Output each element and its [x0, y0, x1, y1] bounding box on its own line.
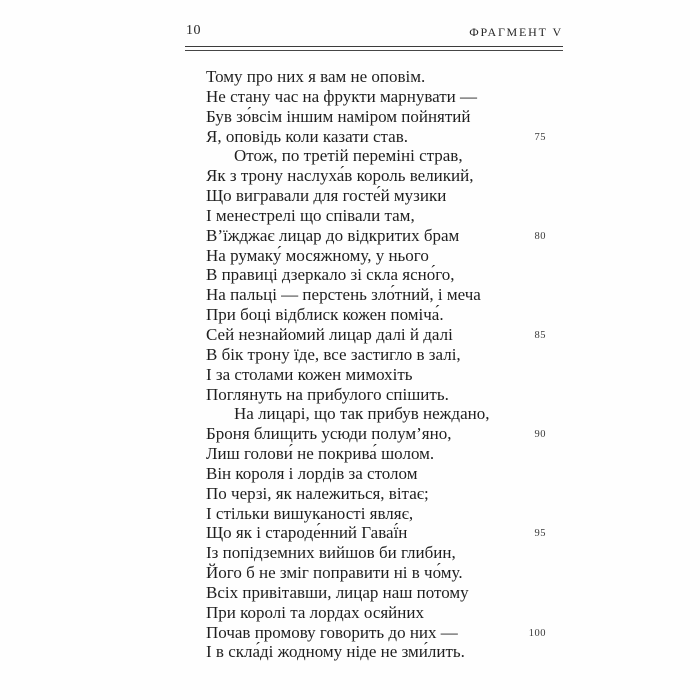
- poem-line: [206, 186, 546, 206]
- poem-line-text: Що як і староде́нний Гаваї́н: [206, 523, 408, 543]
- poem-line: [206, 246, 546, 266]
- poem-line: [206, 166, 546, 186]
- poem-line-text: На румаку́ мосяжному, у нього: [206, 245, 429, 265]
- poem-line-text: Як з трону наслуха́в король великий,: [206, 166, 474, 186]
- page-header: [185, 23, 563, 41]
- poem-line-text: По черзі, як належиться, вітає;: [206, 483, 429, 503]
- poem-line-text: При боці відблиск кожен поміча́.: [206, 305, 444, 325]
- line-number: 90: [534, 429, 546, 441]
- poem-line: [206, 67, 546, 87]
- poem-line: [206, 265, 546, 285]
- poem-line: [206, 305, 546, 325]
- poem-line: [206, 504, 546, 524]
- poem-line-text: Сей незнайомий лицар далі й далі: [206, 324, 453, 344]
- line-number: 80: [534, 230, 546, 242]
- poem-line: [206, 563, 546, 583]
- poem-line-text: Отож, по третій переміні страв,: [234, 146, 463, 166]
- poem-line: [206, 146, 546, 166]
- poem-line-text: Я, оповідь коли казати став.: [206, 126, 408, 146]
- poem-line: [206, 365, 546, 385]
- poem-line: [206, 424, 546, 444]
- poem-line: [206, 404, 546, 424]
- poem-line-text: Лиш голови́ не покрива́ шолом.: [206, 444, 435, 464]
- poem-line-text: В’їжджає лицар до відкритих брам: [206, 225, 460, 245]
- line-number: 85: [534, 329, 546, 341]
- poem-line: [206, 285, 546, 305]
- poem-line: [206, 206, 546, 226]
- poem-line-text: При королі та лордах осяйних: [206, 602, 424, 622]
- poem-line: [206, 325, 546, 345]
- line-number: 95: [534, 528, 546, 540]
- line-number: 75: [534, 131, 546, 143]
- poem-body: [206, 67, 546, 662]
- poem-line-text: І стільки вишуканості являє,: [206, 503, 414, 523]
- poem-line-text: На пальці — перстень зло́тний, і меча: [206, 285, 481, 305]
- poem-line: [206, 583, 546, 603]
- poem-line-text: Він короля і лордів за столом: [206, 463, 418, 483]
- poem-line-text: Почав промову говорить до них —: [206, 622, 458, 642]
- poem-line-text: І в скла́ді жодному ніде не зми́лить.: [206, 642, 465, 662]
- folio-number: 10: [186, 23, 201, 38]
- poem-line-text: Всіх привітавши, лицар наш потому: [206, 582, 469, 602]
- poem-line-text: Броня блищить усюди полум’яно,: [206, 424, 452, 444]
- poem-line: [206, 444, 546, 464]
- poem-line-text: Був зо́всім іншим наміром пойнятий: [206, 106, 471, 126]
- running-head: ФРАГМЕНТ V: [469, 25, 563, 39]
- poem-line-text: Не стану час на фрукти марнувати —: [206, 86, 478, 106]
- poem-line-text: В правиці дзеркало зі скла ясно́го,: [206, 265, 455, 285]
- poem-line: [206, 345, 546, 365]
- line-number: 100: [528, 627, 546, 639]
- poem-line: [206, 543, 546, 563]
- poem-line: [206, 107, 546, 127]
- poem-line-text: Із попідземних вийшов би глибин,: [206, 543, 456, 563]
- poem-line: [206, 226, 546, 246]
- poem-line: [206, 623, 546, 643]
- poem-line-text: Поглянуть на прибулого спішить.: [206, 384, 449, 404]
- poem-line-text: На лицарі, що так прибув неждано,: [234, 404, 490, 424]
- poem-line: [206, 385, 546, 405]
- poem-line-text: Що вигравали для госте́й музики: [206, 186, 447, 206]
- poem-line: [206, 603, 546, 623]
- poem-line-text: В бік трону їде, все застигло в залі,: [206, 344, 461, 364]
- poem-line: [206, 464, 546, 484]
- poem-line-text: І за столами кожен мимохіть: [206, 364, 413, 384]
- poem-line: [206, 523, 546, 543]
- poem-line: [206, 87, 546, 107]
- poem-line-text: Його б не зміг поправити ні в чо́му.: [206, 563, 463, 583]
- poem-line: [206, 127, 546, 147]
- header-rule: [185, 46, 563, 51]
- poem-line-text: І менестрелі що співали там,: [206, 205, 415, 225]
- poem-line: [206, 484, 546, 504]
- poem-line-text: Тому про них я вам не оповім.: [206, 67, 426, 86]
- poem-line: [206, 642, 546, 662]
